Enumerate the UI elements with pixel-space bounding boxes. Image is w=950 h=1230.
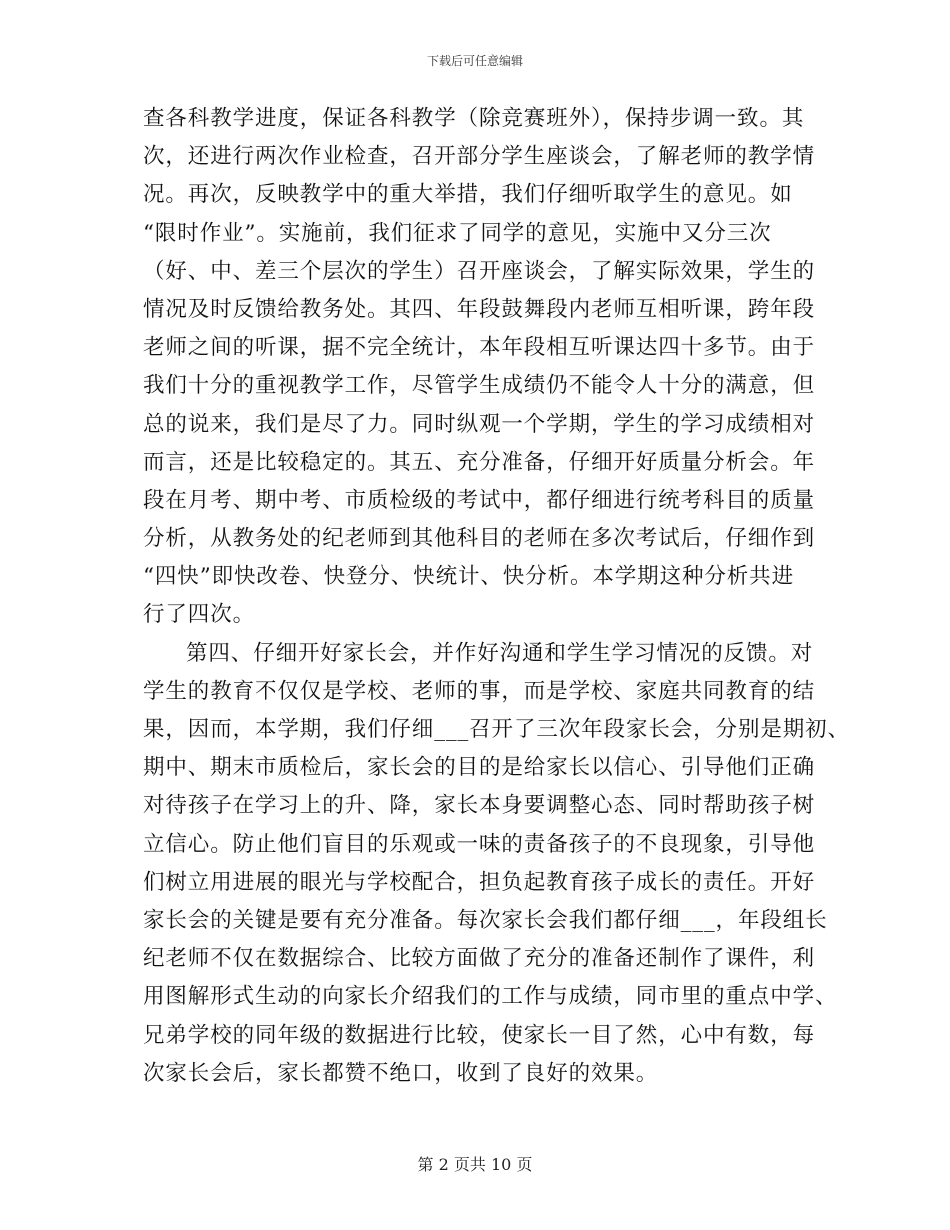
text-line: 况。再次，反映教学中的重大举措，我们仔细听取学生的意见。如: [143, 182, 793, 208]
text-line: 家长会的关键是要有充分准备。每次家长会我们都仔细___，年段组长: [143, 907, 828, 933]
text-line: 期中、期末市质检后，家长会的目的是给家长以信心、引导他们正确: [143, 755, 816, 781]
text-line: 次，还进行两次作业检查，召开部分学生座谈会，了解老师的教学情: [143, 144, 816, 170]
text-line: 分析，从教务处的纪老师到其他科目的老师在多次考试后，仔细作到: [143, 526, 816, 552]
text-line: 对待孩子在学习上的升、降，家长本身要调整心态、同时帮助孩子树: [143, 793, 816, 819]
text-line: 兄弟学校的同年级的数据进行比较，使家长一目了然，心中有数，每: [143, 1022, 816, 1048]
text-line: 我们十分的重视教学工作，尽管学生成绩仍不能令人十分的满意，但: [143, 373, 816, 399]
text-line: 而言，还是比较稳定的。其五、充分准备，仔细开好质量分析会。年: [143, 449, 816, 475]
document-body: [143, 100, 850, 1093]
text-line: 行了四次。: [143, 602, 256, 628]
paragraph-start-line: 第四、仔细开好家长会，并作好沟通和学生学习情况的反馈。对: [186, 640, 814, 666]
text-line: 情况及时反馈给教务处。其四、年段鼓舞段内老师互相听课，跨年段: [143, 296, 816, 322]
text-line: 用图解形式生动的向家长介绍我们的工作与成绩，同市里的重点中学、: [143, 984, 838, 1010]
text-line: “限时作业”。实施前，我们征求了同学的意见，实施中又分三次: [143, 220, 772, 246]
text-line: 们树立用进展的眼光与学校配合，担负起教育孩子成长的责任。开好: [143, 869, 816, 895]
text-line: 纪老师不仅在数据综合、比较方面做了充分的准备还制作了课件，利: [143, 946, 816, 972]
text-line: （好、中、差三个层次的学生）召开座谈会，了解实际效果，学生的: [143, 258, 816, 284]
page-header: 下载后可任意编辑: [426, 54, 523, 68]
text-line: 段在月考、期中考、市质检级的考试中，都仔细进行统考科目的质量: [143, 487, 816, 513]
page-number: 第 2 页共 10 页: [417, 1155, 533, 1174]
text-line: 果，因而，本学期，我们仔细___召开了三次年段家长会，分别是期初、: [143, 717, 850, 742]
text-line: 学生的教育不仅仅是学校、老师的事，而是学校、家庭共同教育的结: [143, 678, 816, 704]
text-line: 老师之间的听课，据不完全统计，本年段相互听课达四十多节。由于: [143, 335, 816, 361]
text-line: “四快”即快改卷、快登分、快统计、快分析。本学期这种分析共进: [143, 564, 794, 590]
text-line: 次家长会后，家长都赞不绝口，收到了良好的效果。: [143, 1060, 659, 1086]
text-line: 立信心。防止他们盲目的乐观或一味的责备孩子的不良现象，引导他: [143, 831, 816, 857]
text-line: 查各科教学进度，保证各科教学（除竞赛班外），保持步调一致。其: [143, 106, 805, 131]
text-line: 总的说来，我们是尽了力。同时纵观一个学期，学生的学习成绩相对: [143, 411, 816, 437]
